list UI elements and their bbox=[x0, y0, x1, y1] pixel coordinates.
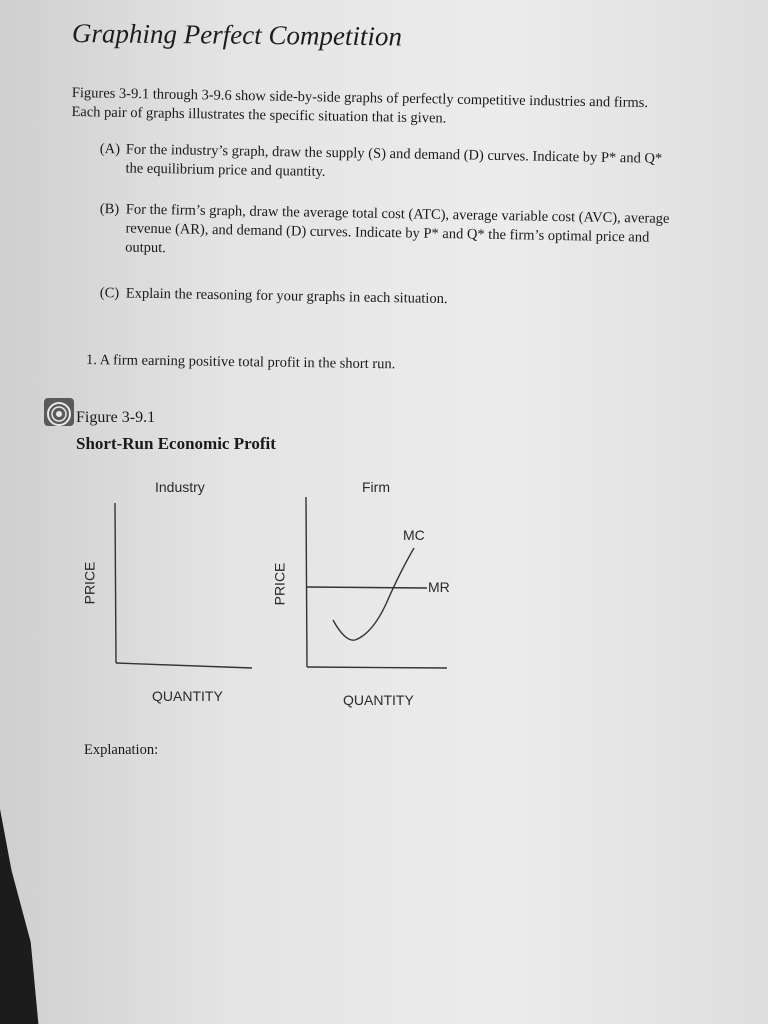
industry-y-axis bbox=[115, 503, 116, 663]
industry-graph-title: Industry bbox=[155, 479, 205, 495]
instruction-text: Explain the reasoning for your graphs in each situation. bbox=[125, 285, 448, 308]
instruction-text: For the industry’s graph, draw the supply (S) and demand (D) curves. Indicate by P* and Q* the equilibrium price and quantity. bbox=[125, 141, 663, 180]
instruction-label: (A) bbox=[99, 140, 121, 158]
firm-y-axis-label: PRICE bbox=[271, 562, 288, 606]
firm-x-axis bbox=[307, 667, 447, 668]
instruction-label: (B) bbox=[99, 200, 120, 218]
mr-line bbox=[307, 587, 427, 588]
industry-y-axis-label: PRICE bbox=[81, 561, 98, 605]
firm-x-axis-label: QUANTITY bbox=[343, 692, 414, 708]
figure-number: Figure 3-9.1 bbox=[76, 409, 156, 426]
page-title: Graphing Perfect Competition bbox=[71, 18, 403, 52]
mc-curve bbox=[333, 548, 414, 640]
mr-curve-label: MR bbox=[428, 579, 450, 595]
firm-y-axis bbox=[306, 497, 307, 667]
instruction-text: For the firm’s graph, draw the average total cost (ATC), average variable cost (AVC), average revenue (AR), and demand (D) curves. Indicate by P* and Q* the firm’s optimal price and output. bbox=[125, 201, 670, 257]
question-text: A firm earning positive total profit in the short run. bbox=[99, 352, 396, 373]
figure-title: Short-Run Economic Profit bbox=[76, 434, 276, 453]
instruction-label: (C) bbox=[99, 284, 120, 302]
question-number: 1. bbox=[85, 352, 97, 369]
mc-curve-label: MC bbox=[403, 527, 425, 543]
industry-x-axis bbox=[116, 663, 252, 668]
intro-paragraph: Figures 3-9.1 through 3-9.6 show side-by-side graphs of perfectly competitive industries and firms. Each pair of graphs illustrates the specific situation that is given. bbox=[71, 84, 649, 127]
explanation-label: Explanation: bbox=[84, 742, 159, 758]
industry-x-axis-label: QUANTITY bbox=[152, 688, 223, 704]
firm-graph-title: Firm bbox=[362, 479, 390, 495]
